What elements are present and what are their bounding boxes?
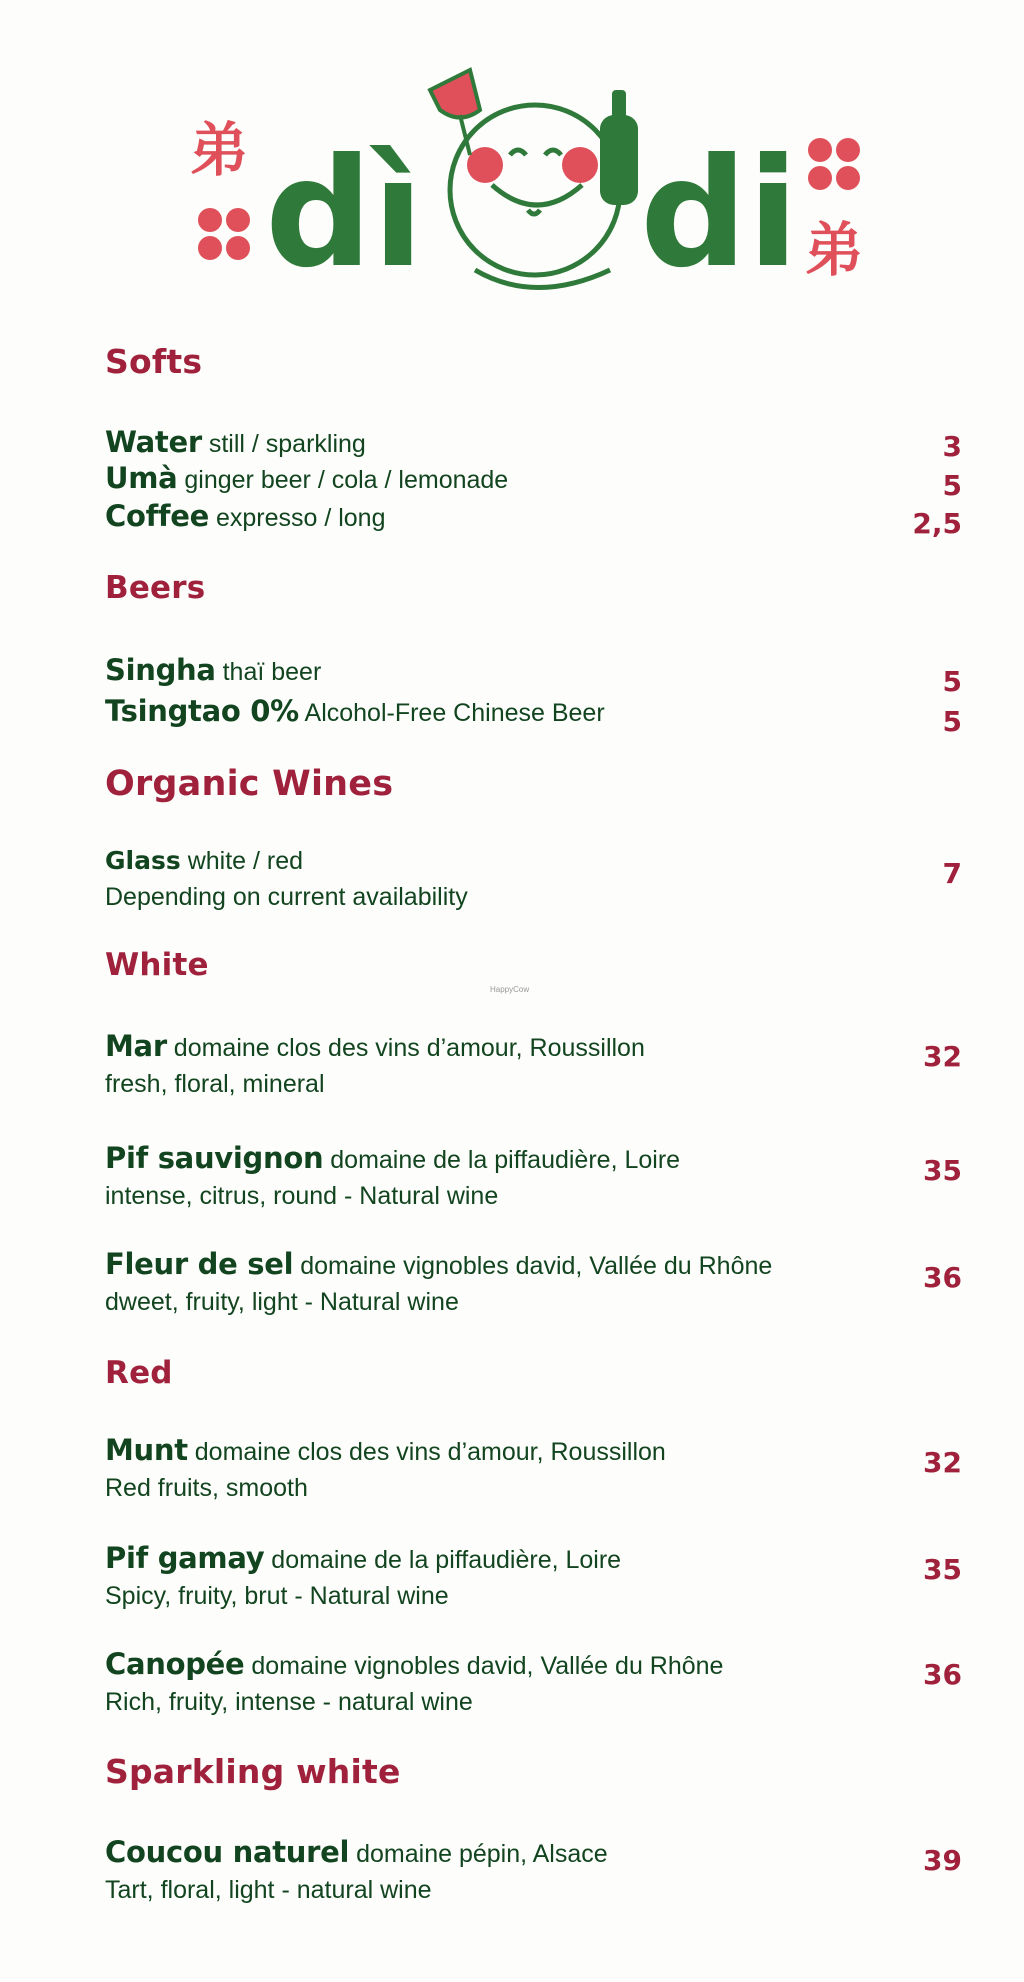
menu-item-coffee bbox=[105, 498, 825, 536]
item-name: Water bbox=[105, 425, 202, 459]
menu-item-uma bbox=[105, 460, 825, 498]
item-name: Glass bbox=[105, 846, 181, 875]
item-name: Pif sauvignon bbox=[105, 1141, 324, 1175]
logo-text-left: dì bbox=[265, 127, 424, 300]
menu-item-pif-sauvignon bbox=[105, 1140, 825, 1214]
menu-item-mar bbox=[105, 1028, 825, 1102]
item-desc: Alcohol-Free Chinese Beer bbox=[304, 699, 605, 727]
clover-right-icon bbox=[808, 138, 860, 190]
price-tsingtao: 5 bbox=[942, 705, 962, 738]
item-desc: white / red bbox=[187, 847, 304, 875]
wine-bottle-icon bbox=[600, 90, 638, 205]
price-pif-gamay: 35 bbox=[923, 1553, 962, 1586]
item-name: Coucou naturel bbox=[105, 1835, 350, 1869]
section-white: White bbox=[105, 947, 209, 983]
item-name: Singha bbox=[105, 653, 216, 687]
menu-item-water bbox=[105, 424, 825, 462]
clover-left-icon bbox=[198, 208, 250, 260]
price-uma: 5 bbox=[942, 469, 962, 502]
item-name: Pif gamay bbox=[105, 1541, 265, 1575]
item-desc: domaine clos des vins d’amour, Roussillon bbox=[194, 1438, 666, 1466]
item-name: Canopée bbox=[105, 1647, 245, 1681]
item-note: Rich, fruity, intense - natural wine bbox=[105, 1688, 473, 1716]
logo-glyph-right: 弟 bbox=[805, 216, 864, 284]
item-desc: domaine pépin, Alsace bbox=[356, 1840, 608, 1868]
price-glass: 7 bbox=[942, 857, 962, 890]
item-name: Tsingtao 0% bbox=[105, 694, 299, 728]
item-note: Red fruits, smooth bbox=[105, 1474, 308, 1502]
logo-glyph-left: 弟 bbox=[190, 116, 249, 184]
item-desc: domaine de la piffaudière, Loire bbox=[330, 1146, 681, 1174]
menu-item-munt bbox=[105, 1432, 825, 1506]
section-sparkling-white: Sparkling white bbox=[105, 1752, 401, 1791]
price-coffee: 2,5 bbox=[912, 507, 962, 540]
item-name: Mar bbox=[105, 1029, 167, 1063]
item-desc: domaine vignobles david, Vallée du Rhône bbox=[251, 1652, 724, 1680]
section-organic-wines: Organic Wines bbox=[105, 764, 394, 804]
section-beers: Beers bbox=[105, 570, 206, 606]
item-note: dweet, fruity, light - Natural wine bbox=[105, 1288, 459, 1316]
item-desc: domaine clos des vins d’amour, Roussillon bbox=[173, 1034, 645, 1062]
menu-item-pif-gamay bbox=[105, 1540, 825, 1614]
item-desc: expresso / long bbox=[215, 504, 386, 532]
item-desc: domaine de la piffaudière, Loire bbox=[271, 1546, 622, 1574]
item-desc: still / sparkling bbox=[208, 430, 366, 458]
section-red: Red bbox=[105, 1355, 173, 1391]
didi-logo bbox=[180, 60, 880, 300]
section-softs: Softs bbox=[105, 342, 203, 381]
mascot-icon bbox=[450, 105, 620, 288]
price-munt: 32 bbox=[923, 1446, 962, 1479]
menu-item-tsingtao bbox=[105, 693, 825, 731]
menu-item-fleur-de-sel bbox=[105, 1246, 825, 1320]
item-name: Munt bbox=[105, 1433, 188, 1467]
logo-text-right: di bbox=[640, 127, 799, 300]
price-fleur-de-sel: 36 bbox=[923, 1261, 962, 1294]
menu-item-singha bbox=[105, 652, 825, 690]
watermark: HappyCow bbox=[490, 985, 530, 994]
price-pif-sauvignon: 35 bbox=[923, 1154, 962, 1187]
menu-item-coucou-naturel bbox=[105, 1834, 825, 1908]
item-desc: domaine vignobles david, Vallée du Rhône bbox=[300, 1252, 773, 1280]
price-canopee: 36 bbox=[923, 1658, 962, 1691]
item-note: Depending on current availability bbox=[105, 883, 468, 911]
price-singha: 5 bbox=[942, 665, 962, 698]
menu-item-canopee bbox=[105, 1646, 825, 1720]
item-desc: thaï beer bbox=[222, 658, 322, 686]
item-note: intense, citrus, round - Natural wine bbox=[105, 1182, 499, 1210]
menu-item-glass bbox=[105, 843, 825, 915]
price-coucou-naturel: 39 bbox=[923, 1844, 962, 1877]
price-mar: 32 bbox=[923, 1040, 962, 1073]
item-name: Fleur de sel bbox=[105, 1247, 294, 1281]
item-note: Spicy, fruity, brut - Natural wine bbox=[105, 1582, 449, 1610]
price-water: 3 bbox=[942, 430, 962, 463]
item-desc: ginger beer / cola / lemonade bbox=[184, 466, 509, 494]
item-note: Tart, floral, light - natural wine bbox=[105, 1876, 432, 1904]
item-note: fresh, floral, mineral bbox=[105, 1070, 325, 1098]
item-name: Coffee bbox=[105, 499, 209, 533]
item-name: Umà bbox=[105, 461, 178, 495]
